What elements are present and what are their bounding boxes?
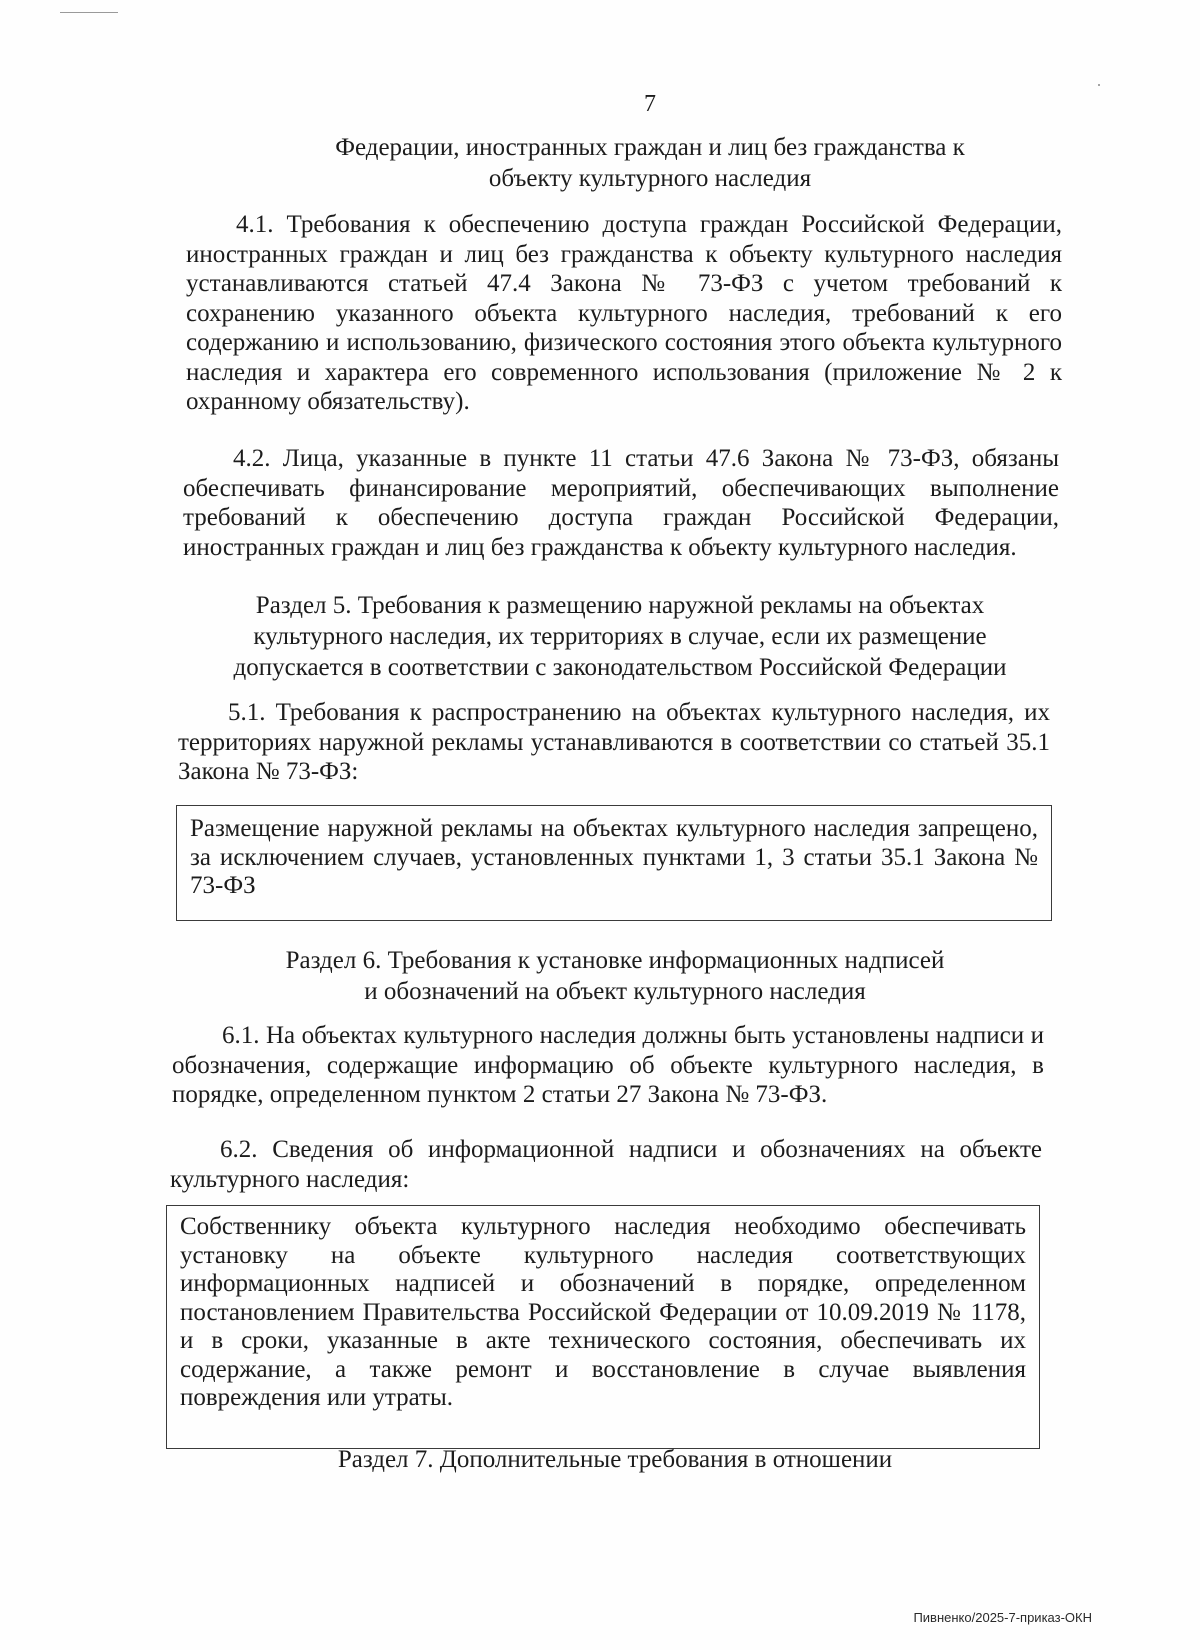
advertising-requirements-text: Размещение наружной рекламы на объектах культурного наследия запрещено, за исключением случаев, установленных пунктами 1, 3 статьи 35.1 Закона № 73-ФЗ: [190, 815, 1038, 899]
section4-heading: [200, 132, 1100, 194]
section5-heading: [180, 590, 1060, 683]
section6-heading-line1: Раздел 6. Требования к установке информационных надписей: [285, 947, 945, 974]
paragraph-6-1: 6.1. На объектах культурного наследия должны быть установлены надписи и обозначения, содержащие информацию об объекте культурного наследия, в порядке, определенном пунктом 2 статьи 27 Закона № 73-ФЗ.: [172, 1022, 1044, 1108]
section7-heading: Раздел 7. Дополнительные требования в отношении: [337, 1446, 893, 1473]
page-number: 7: [644, 91, 656, 117]
paragraph-5-1: 5.1. Требования к распространению на объектах культурного наследия, их территориях наружной рекламы устанавливаются в соответствии со статьей 35.1 Закона № 73-ФЗ:: [178, 699, 1050, 785]
section4-heading-line2: объекту культурного наследия: [488, 165, 812, 192]
paragraph-4-2: 4.2. Лица, указанные в пункте 11 статьи 47.6 Закона № 73-ФЗ, обязаны обеспечивать финансирование мероприятий, обеспечивающих выполнение требований к обеспечению доступа граждан Российской Федерации, иностранных граждан и лиц без гражданства к объекту культурного наследия.: [183, 445, 1059, 561]
paragraph-4-1: 4.1. Требования к обеспечению доступа граждан Российской Федерации, иностранных граждан и лиц без гражданства к объекту культурного наследия устанавливаются статьей 47.4 Закона № 73-ФЗ с учетом требований к сохранению указанного объекта культурного наследия, требований к его содержанию и использованию, физического состояния этого объекта культурного наследия и характера его современного использования (приложение № 2 к охранному обязательству).: [186, 211, 1062, 415]
scan-corner-mark: [60, 12, 118, 13]
scan-speck: [1098, 84, 1100, 86]
information-signs-text: Собственнику объекта культурного наследия необходимо обеспечивать установку на объекте культурного наследия соответствующих информационных надписей и обозначений в порядке, определенном постановлением Правительства Российской Федерации от 10.09.2019 № 1178, и в сроки, указанные в акте технического состояния, обеспечивать их содержание, а также ремонт и восстановление в случае выявления повреждения или утраты.: [180, 1213, 1026, 1411]
document-reference-footer: Пивненко/2025-7-приказ-ОКН: [913, 1610, 1092, 1625]
paragraph-6-2: 6.2. Сведения об информационной надписи и обозначениях на объекте культурного наследия:: [170, 1136, 1042, 1193]
section4-heading-line1: Федерации, иностранных граждан и лиц без гражданства к: [335, 134, 965, 161]
section6-heading-line2: и обозначений на объект культурного наследия: [364, 978, 866, 1005]
section5-heading-line3: допускается в соответствии с законодательством Российской Федерации: [233, 654, 1007, 681]
section6-heading: [200, 945, 1030, 1007]
section5-heading-line2: культурного наследия, их территориях в случае, если их размещение: [253, 623, 987, 650]
section5-heading-line1: Раздел 5. Требования к размещению наружной рекламы на объектах: [255, 592, 985, 619]
